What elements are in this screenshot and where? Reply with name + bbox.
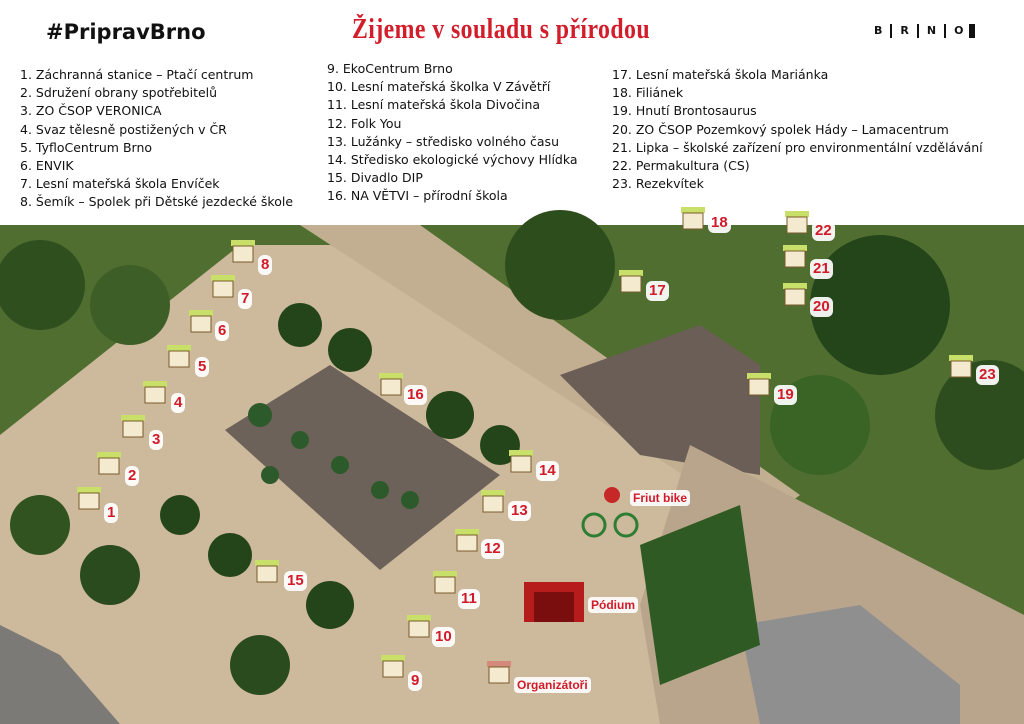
stall-icon [166,345,192,369]
stall-icon [432,571,458,595]
legend-item: 1. Záchranná stanice – Ptačí centrum [20,67,254,82]
legend-item: 6. ENVIK [20,158,74,174]
legend-item: 23. Rezekvítek [612,176,704,192]
legend-item: 3. ZO ČSOP VERONICA [20,103,162,119]
stall-icon [380,655,406,679]
marker-16[interactable]: 16 [404,385,427,405]
marker-5[interactable]: 5 [195,357,209,377]
stall-icon [782,245,808,269]
legend-item: 9. EkoCentrum Brno [327,61,453,76]
stall-icon [746,373,772,397]
stage-label[interactable]: Pódium [588,597,638,613]
marker-2[interactable]: 2 [125,466,139,486]
brno-logo [866,24,975,38]
marker-13[interactable]: 13 [508,501,531,521]
stall-icon [96,452,122,476]
marker-9[interactable]: 9 [408,671,422,691]
marker-6[interactable]: 6 [215,321,229,341]
stall-icon [406,615,432,639]
stall-icon [210,275,236,299]
aerial-map [0,214,1024,724]
legend-item: 22. Permakultura (CS) [612,158,750,174]
legend-item: 11. Lesní mateřská škola Divočina [327,97,541,113]
stall-icon [454,529,480,553]
marker-17[interactable]: 17 [646,281,669,301]
page-title: Žijeme v souladu s přírodou [352,14,651,45]
hashtag: #PripravBrno [46,20,206,44]
stall-icon [142,381,168,405]
legend-item: 15. Divadlo DIP [327,170,423,186]
stall-icon [378,373,404,397]
legend-column-1 [20,66,293,212]
marker-11[interactable]: 11 [458,589,480,609]
legend-item: 19. Hnutí Brontosaurus [612,103,757,119]
header [0,0,1024,225]
legend-item: 20. ZO ČSOP Pozemkový spolek Hády – Lamacentrum [612,121,949,137]
organizers-label[interactable]: Organizátoři [514,677,591,693]
marker-12[interactable]: 12 [481,539,504,559]
logo-letter: N [919,24,946,38]
legend-item: 16. NA VĚTVI – přírodní škola [327,188,508,204]
logo-letter: B [866,24,892,38]
marker-18[interactable]: 18 [708,213,731,233]
legend-column-3 [612,66,983,193]
legend-item: 14. Středisko ekologické výchovy Hlídka [327,152,578,168]
stall-icon [230,240,256,264]
organizers-stall-icon [486,661,512,685]
bike-label[interactable]: Friut bike [630,490,690,506]
marker-21[interactable]: 21 [810,259,833,279]
legend-item: 18. Filiánek [612,85,684,101]
legend-item: 7. Lesní mateřská škola Envíček [20,176,220,192]
legend-item: 10. Lesní mateřská školka V Závětří [327,79,551,95]
legend-item: 12. Folk You [327,115,402,131]
stall-icon [784,211,810,235]
legend-item: 13. Lužánky – středisko volného času [327,133,559,149]
marker-4[interactable]: 4 [171,393,185,413]
stall-icon [680,207,706,231]
marker-7[interactable]: 7 [238,289,252,309]
legend-item: 21. Lipka – školské zařízení pro environmentální vzdělávání [612,139,983,155]
marker-8[interactable]: 8 [258,255,272,275]
stall-icon [782,283,808,307]
legend-item: 2. Sdružení obrany spotřebitelů [20,85,218,101]
legend-item: 5. TyfloCentrum Brno [20,139,153,155]
stall-icon [120,415,146,439]
marker-1[interactable]: 1 [104,503,118,523]
stall-icon [618,270,644,294]
marker-14[interactable]: 14 [536,461,559,481]
stall-icon [254,560,280,584]
marker-23[interactable]: 23 [976,365,999,385]
marker-3[interactable]: 3 [149,430,163,450]
marker-15[interactable]: 15 [284,571,307,591]
stall-icon [508,450,534,474]
logo-letter: R [892,24,918,38]
marker-22[interactable]: 22 [812,221,835,241]
stall-icon [948,355,974,379]
map-background [0,225,1024,724]
logo-letter: O [946,24,975,38]
marker-20[interactable]: 20 [810,297,833,317]
marker-19[interactable]: 19 [774,385,797,405]
legend-item: 4. Svaz tělesně postižených v ČR [20,121,227,137]
stall-icon [480,490,506,514]
legend-column-2 [327,60,578,206]
legend-item: 8. Šemík – Spolek při Dětské jezdecké škole [20,194,294,210]
stall-icon [188,310,214,334]
marker-10[interactable]: 10 [432,627,455,647]
stall-icon [76,487,102,511]
legend-item: 17. Lesní mateřská škola Mariánka [612,67,829,82]
